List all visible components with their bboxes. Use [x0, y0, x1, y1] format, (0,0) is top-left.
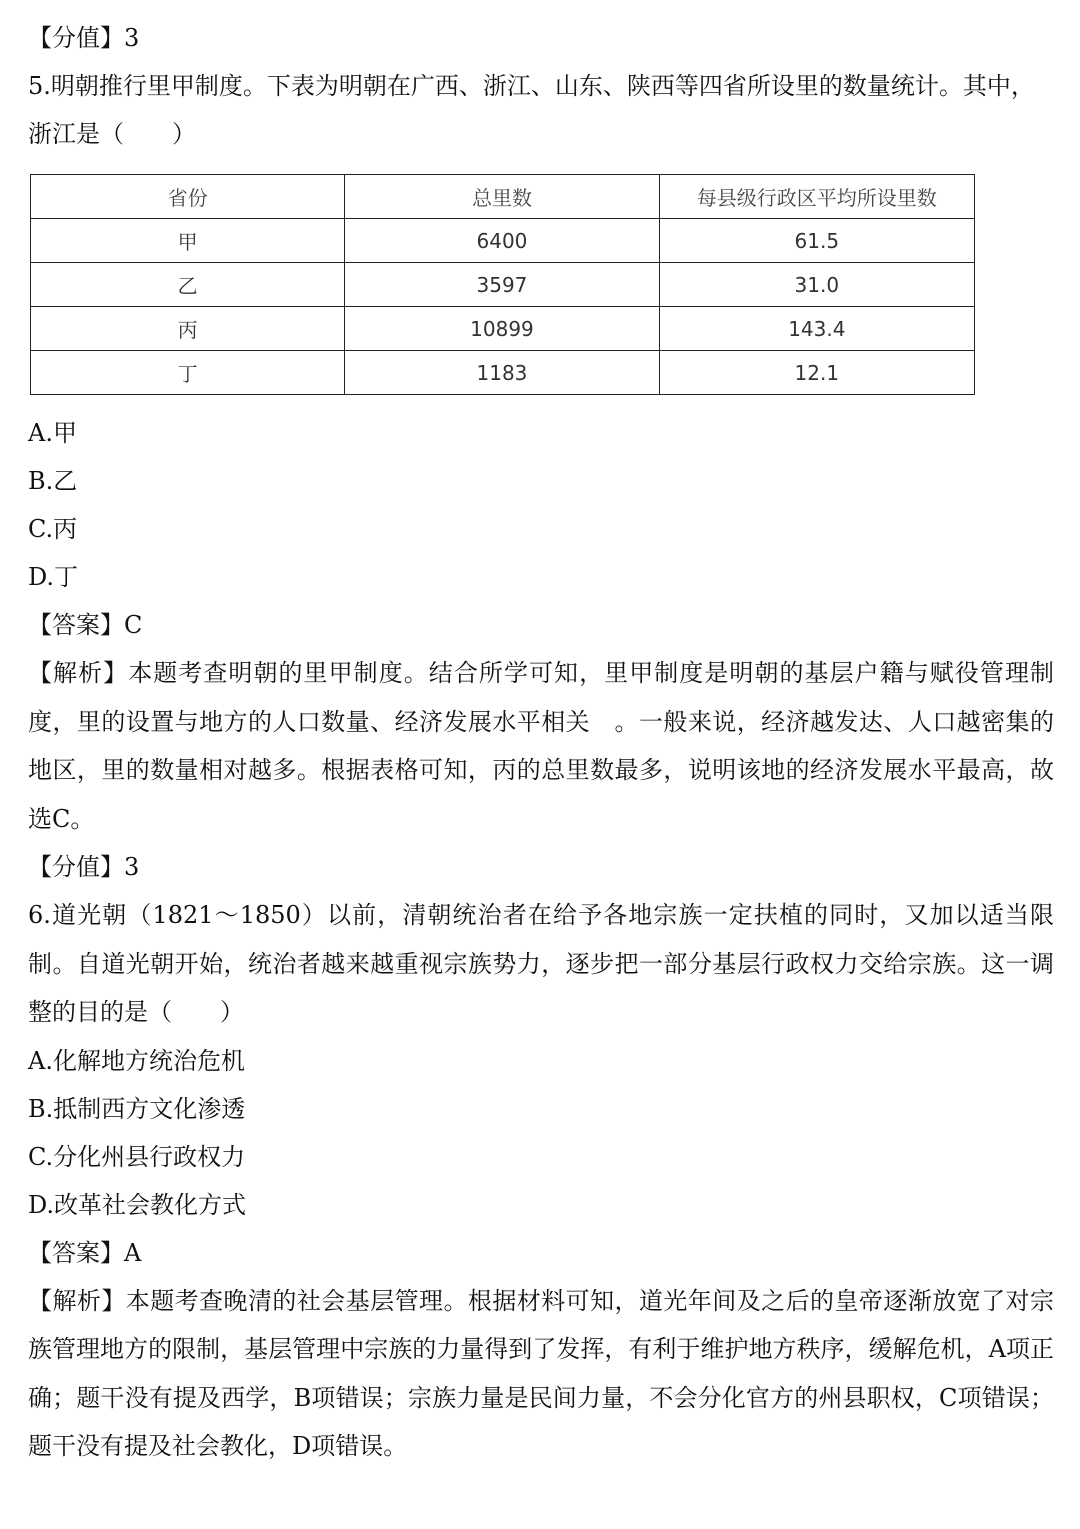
q5-option-d: D.丁: [28, 563, 79, 591]
table-cell: 10899: [345, 307, 659, 351]
q6-option-d: D.改革社会教化方式: [28, 1190, 247, 1219]
q5-analysis: 【解析】本题考查明朝的里甲制度。结合所学可知，里甲制度是明朝的基层户籍与赋役管理制度，里的设置与地方的人口数量、经济发展水平相关 。一般来说，经济越发达、人口越密集的地区，里的数量相对越多。根据表格可知，丙的总里数最多，说明该地的经济发展水平最高，故选C。: [28, 659, 1054, 833]
q5-option-c: C.丙: [28, 515, 78, 543]
table-cell: 丙: [31, 307, 345, 351]
table-cell: 31.0: [659, 263, 974, 307]
q5-option-b: B.乙: [28, 467, 78, 495]
q5-option-a: A.甲: [28, 419, 77, 447]
table-header-cell: 每县级行政区平均所设里数: [659, 175, 974, 219]
table-header-cell: 总里数: [345, 175, 659, 219]
table-header-row: [31, 175, 975, 219]
table-cell: 61.5: [659, 219, 974, 263]
q6-option-a: A.化解地方统治危机: [28, 1046, 245, 1075]
table-row: [31, 351, 975, 395]
table-cell: 12.1: [659, 351, 974, 395]
table-cell: 6400: [345, 219, 659, 263]
table-cell: 3597: [345, 263, 659, 307]
q5-answer: 【答案】C: [28, 611, 143, 639]
table-header-cell: 省份: [31, 175, 345, 219]
table-row: [31, 263, 975, 307]
q5-stem-line2: 浙江是（ ）: [28, 120, 196, 148]
q5-score: 【分值】3: [28, 853, 140, 881]
table-row: [31, 307, 975, 351]
prev-score-line: 【分值】3: [28, 24, 140, 52]
q6-stem: 6.道光朝（1821～1850）以前，清朝统治者在给予各地宗族一定扶植的同时，又加以适当限制。自道光朝开始，统治者越来越重视宗族势力，逐步把一部分基层行政权力交给宗族。这一调整的目的是（ ）: [28, 901, 1054, 1026]
document-page: [28, 14, 1054, 1471]
table-cell: 1183: [345, 351, 659, 395]
table-row: [31, 219, 975, 263]
q5-data-table: [30, 174, 975, 395]
table-cell: 143.4: [659, 307, 974, 351]
q6-option-c: C.分化州县行政权力: [28, 1142, 246, 1171]
q6-analysis: 【解析】本题考查晚清的社会基层管理。根据材料可知，道光年间及之后的皇帝逐渐放宽了对宗族管理地方的限制，基层管理中宗族的力量得到了发挥，有利于维护地方秩序，缓解危机，A项正确；题干没有提及西学，B项错误；宗族力量是民间力量，不会分化官方的州县职权，C项错误；题干没有提及社会教化，D项错误。: [28, 1286, 1054, 1460]
q5-stem-line1: 5.明朝推行里甲制度。下表为明朝在广西、浙江、山东、陕西等四省所设里的数量统计。其中，: [28, 72, 1035, 100]
q6-answer: 【答案】A: [28, 1238, 142, 1267]
q6-option-b: B.抵制西方文化渗透: [28, 1094, 246, 1123]
table-cell: 乙: [31, 263, 345, 307]
table-cell: 丁: [31, 351, 345, 395]
table-cell: 甲: [31, 219, 345, 263]
